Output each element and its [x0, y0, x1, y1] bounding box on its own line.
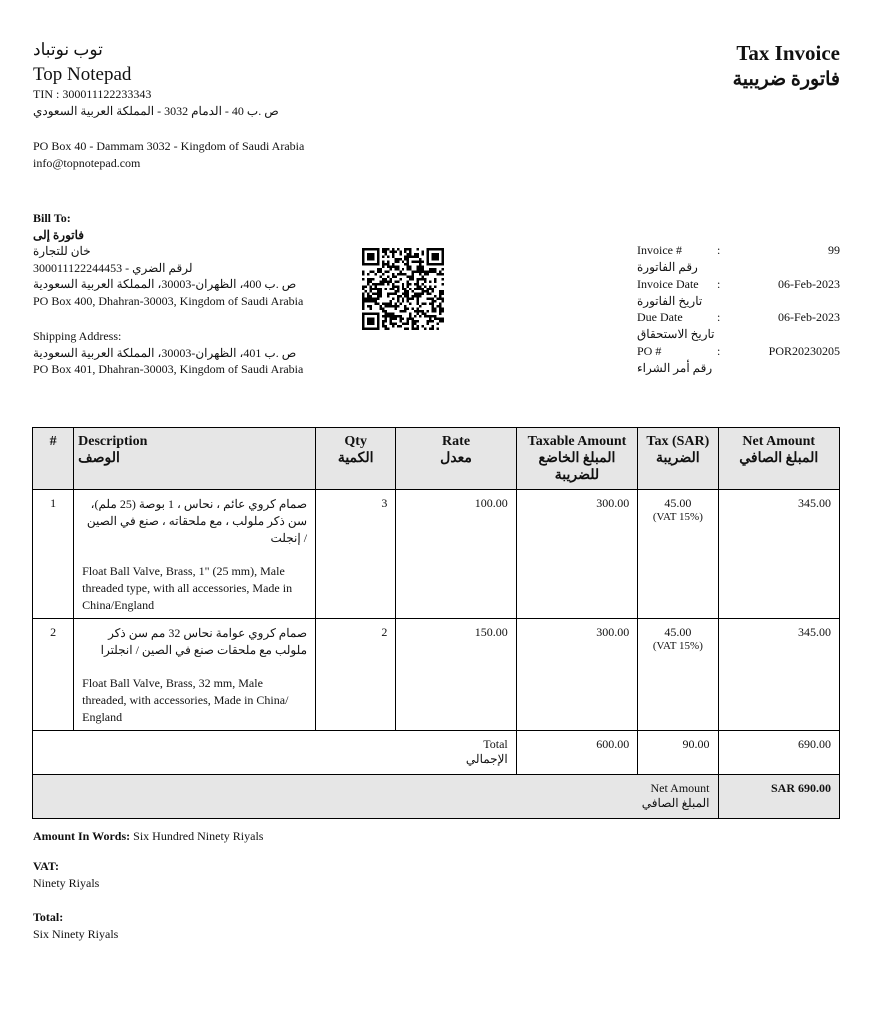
net-amount-label: Net Amount: [650, 781, 710, 795]
item-qty: 3: [316, 490, 396, 619]
header-net-amount: Net Amount المبلغ الصافي: [718, 428, 840, 490]
item-qty: 2: [316, 619, 396, 731]
item-description-english: Float Ball Valve, Brass, 32 mm, Male threaded, with accessories, Made in China/ England: [82, 676, 289, 724]
bill-to-name-arabic: خان للتجارة: [33, 244, 91, 258]
item-tax: [638, 619, 718, 731]
total-words-label: Total:: [33, 910, 64, 924]
meta-label: PO #: [637, 343, 662, 358]
item-number: 1: [33, 490, 74, 619]
meta-value: POR20230205: [768, 343, 840, 358]
header-rate: Rate معدل: [396, 428, 516, 490]
item-taxable: 300.00: [516, 490, 637, 619]
total-net: 690.00: [718, 731, 840, 775]
total-label: Total: [483, 737, 508, 751]
vat-words: [33, 858, 99, 892]
bill-to-address: PO Box 400, Dhahran-30003, Kingdom of Saudi Arabia: [33, 293, 304, 308]
seller-address: PO Box 40 - Dammam 3032 - Kingdom of Saudi Arabia: [33, 139, 305, 153]
item-description: [74, 490, 316, 619]
meta-colon: :: [717, 243, 721, 257]
qr-code: [362, 248, 444, 330]
vat-words-value: Ninety Riyals: [33, 876, 100, 890]
item-vat-percent: (VAT 15%): [652, 640, 703, 652]
net-amount-row: [33, 775, 840, 819]
seller-email: info@topnotepad.com: [33, 156, 141, 170]
shipping-address-arabic: ص .ب 401، الظهران-30003، المملكة العربية السعودية: [33, 345, 297, 360]
amount-in-words: [33, 829, 263, 844]
table-header-row: [33, 428, 840, 490]
meta-value: 06-Feb-2023: [778, 276, 840, 291]
invoice-meta: [637, 243, 840, 377]
bill-to-label-arabic: فاتورة إلى: [33, 227, 85, 242]
item-tax: [638, 490, 718, 619]
net-amount-value: SAR 690.00: [718, 775, 840, 819]
item-number: 2: [33, 619, 74, 731]
bill-to-address-arabic: ص .ب 400، الظهران-30003، المملكة العربية السعودية: [33, 277, 297, 291]
item-description-english: Float Ball Valve, Brass, 1" (25 mm), Male threaded type, with all accessories, Made in China/England: [82, 564, 293, 612]
meta-colon: :: [717, 310, 721, 324]
header-qty: Qty الكمية: [316, 428, 396, 490]
meta-po-number: [637, 344, 840, 378]
shipping-label: Shipping Address:: [33, 329, 122, 343]
meta-invoice-number: [637, 243, 840, 277]
header-tax: Tax (SAR) الضريبة: [638, 428, 718, 490]
meta-label: Due Date: [637, 310, 683, 324]
meta-label-arabic: تاريخ الفاتورة: [637, 293, 703, 308]
item-net: 345.00: [718, 490, 840, 619]
document-title-arabic: فاتورة ضريبية: [732, 69, 840, 90]
seller-name-arabic: توب نوتباد: [33, 40, 103, 59]
header-taxable-amount: Taxable Amount المبلغ الخاضع للضريبة: [516, 428, 637, 490]
net-amount-label-arabic: المبلغ الصافي: [641, 796, 710, 810]
item-rate: 100.00: [396, 490, 516, 619]
total-row: [33, 731, 840, 775]
item-description: [74, 619, 316, 731]
meta-label: Invoice Date: [637, 276, 699, 291]
item-rate: 150.00: [396, 619, 516, 731]
item-vat-percent: (VAT 15%): [652, 511, 703, 523]
item-tax-value: 45.00: [664, 496, 692, 510]
vat-words-label: VAT:: [33, 859, 60, 873]
meta-label: Invoice #: [637, 243, 682, 257]
bill-to-label: Bill To:: [33, 211, 71, 225]
meta-value: 99: [828, 243, 840, 257]
amount-in-words-label: Amount In Words:: [33, 829, 131, 843]
total-label-arabic: الإجمالي: [465, 752, 508, 766]
meta-label-arabic: رقم أمر الشراء: [637, 360, 713, 375]
table-row: [33, 490, 840, 619]
meta-invoice-date: [637, 277, 840, 311]
meta-label-arabic: تاريخ الاستحقاق: [637, 327, 715, 341]
qr-modules: [362, 248, 444, 330]
total-words: [33, 909, 118, 943]
bill-to-tax-number: 300011122244453 - لرقم الضري: [33, 260, 193, 275]
meta-due-date: [637, 310, 840, 344]
net-amount-label-cell: [33, 775, 719, 819]
total-words-value: Six Ninety Riyals: [33, 927, 119, 941]
seller-address-arabic: ص .ب 40 - الدمام 3032 - المملكة العربية السعودي: [33, 104, 279, 118]
meta-colon: :: [717, 276, 721, 291]
item-tax-value: 45.00: [664, 625, 692, 639]
header-description: Description الوصف: [74, 428, 316, 490]
meta-colon: :: [717, 343, 721, 358]
shipping-block: [33, 328, 303, 378]
seller-tin: TIN : 300011122233343: [33, 87, 152, 101]
meta-label-arabic: رقم الفاتورة: [637, 260, 698, 274]
amount-in-words-value: Six Hundred Ninety Riyals: [133, 829, 264, 843]
document-title: Tax Invoice: [736, 41, 840, 65]
meta-value: 06-Feb-2023: [778, 310, 840, 324]
seller-name: Top Notepad: [33, 64, 132, 85]
header-number: #: [33, 428, 74, 490]
item-description-arabic: صمام كروي عائم ، نحاس ، 1 بوصة (25 ملم)، سن ذكر ملولب ، مع ملحقاته ، صنع في الصين / إنجلت: [86, 497, 308, 545]
item-description-arabic: صمام كروي عوامة نحاس 32 مم سن ذكر ملولب مع ملحقات صنع في الصين / انجلترا: [100, 626, 308, 657]
bill-to-block: [33, 210, 303, 309]
total-tax: 90.00: [638, 731, 718, 775]
item-net: 345.00: [718, 619, 840, 731]
items-table: [32, 427, 840, 819]
item-taxable: 300.00: [516, 619, 637, 731]
shipping-address: PO Box 401, Dhahran-30003, Kingdom of Saudi Arabia: [33, 362, 304, 376]
total-taxable: 600.00: [516, 731, 637, 775]
table-row: [33, 619, 840, 731]
total-label-cell: [33, 731, 517, 775]
